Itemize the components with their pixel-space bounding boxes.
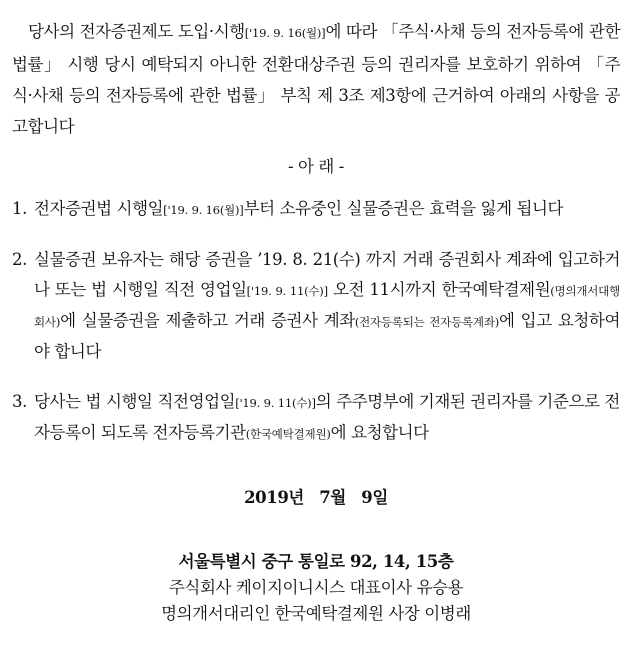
- item-text: [34, 245, 620, 367]
- intro-effective-date: ['19. 9. 16(월)]: [244, 26, 326, 40]
- item-text-part: 에 입고 요청하여야 합니다: [34, 311, 621, 361]
- item-text: [34, 194, 620, 225]
- signature-block: [12, 549, 620, 627]
- intro-paragraph: [12, 16, 620, 142]
- item-number: 2.: [12, 250, 27, 269]
- item-number: 3.: [12, 392, 27, 411]
- item-number: 1.: [12, 199, 27, 218]
- intro-text-part1: 당사의 전자증권제도 도입·시행: [28, 22, 245, 41]
- item-text-part: 오전 11시까지 한국예탁결제원: [327, 280, 551, 299]
- item-text-part: 당사는 법 시행일 직전영업일: [34, 392, 236, 411]
- item-text-part: 에 요청합니다: [330, 423, 429, 442]
- item-account-note: (전자등록되는 전자등록계좌): [354, 315, 500, 329]
- intro-text-part2: 에 따라 「주식·사채 등의 전자등록에 관한 법률」 시행 당시 예탁되지 아니한 전환대상주권 등의 권리자를 보호하기 위하여 「주식·사채 등의 전자등록에 관한 법률」 부칙 제 3조 제3항에 근거하여 아래의 사항을 공고합니다: [12, 22, 620, 136]
- notice-date: 2019년 7월 9일: [244, 488, 388, 507]
- item-agent-note: (명의개서대행회사): [34, 284, 620, 329]
- item-text-part: 부터 소유중인 실물증권은 효력을 잃게 됩니다: [243, 199, 564, 218]
- item-agent-note: (한국예탁결제원): [245, 427, 331, 441]
- item-text: [34, 387, 620, 449]
- company-representative: 주식회사 케이지이니시스 대표이사 유승용: [168, 578, 464, 597]
- item-date-note: ['19. 9. 11(수)]: [235, 396, 316, 410]
- notice-item-3: [12, 387, 620, 449]
- item-text-part: 에 실물증권을 제출하고 거래 증권사 계좌: [60, 311, 355, 330]
- item-text-part: 전자증권법 시행일: [34, 199, 164, 218]
- notice-item-1: [12, 194, 620, 225]
- item-date-note: ['19. 9. 16(월)]: [163, 203, 244, 217]
- section-heading: - 아 래 -: [288, 157, 344, 176]
- notice-item-2: [12, 245, 620, 367]
- item-text-part: 의 주주명부에 기재된 권리자를 기준으로 전자등록이 되도록 전자등록기관: [34, 392, 620, 442]
- notice-items-list: [12, 194, 620, 449]
- transfer-agent: 명의개서대리인 한국예탁결제원 사장 이병래: [161, 604, 471, 623]
- item-date-note: ['19. 9. 11(수)]: [246, 284, 328, 298]
- item-text-part: 실물증권 보유자는 해당 증권을 ’19. 8. 21(수) 까지 거래 증권회사 계좌에 입고하거나 또는 법 시행일 직전 영업일: [34, 250, 620, 299]
- company-address: 서울특별시 중구 통일로 92, 14, 15층: [178, 552, 454, 571]
